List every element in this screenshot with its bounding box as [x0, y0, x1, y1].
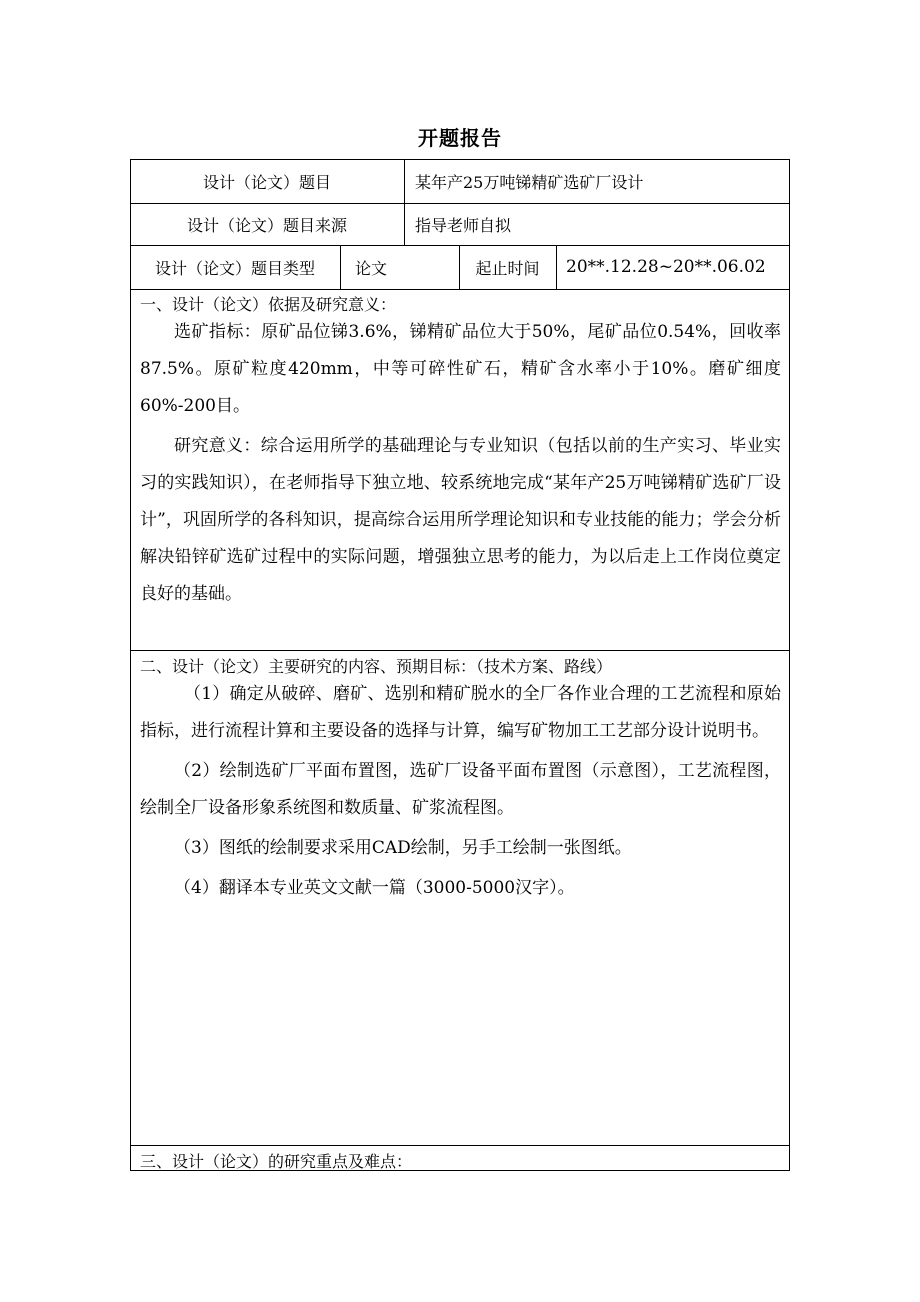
type-label: 设计（论文）题目类型	[154, 258, 315, 278]
type-value: 论文	[355, 258, 388, 278]
topic-value: 某年产25万吨锑精矿选矿厂设计	[415, 172, 644, 192]
source-label: 设计（论文）题目来源	[186, 215, 347, 235]
column-divider	[340, 245, 341, 289]
topic-label: 设计（论文）题目	[202, 172, 331, 192]
section2-item-4: （4）翻译本专业英文文献一篇（3000-5000汉字）。	[174, 878, 575, 898]
document-title: 开题报告	[418, 126, 502, 150]
section2-heading: 二、设计（论文）主要研究的内容、预期目标：（技术方案、路线）	[140, 657, 613, 676]
period-label: 起止时间	[475, 258, 540, 278]
section-divider	[130, 650, 790, 651]
section2-item-2: （2）绘制选矿厂平面布置图，选矿厂设备平面布置图（示意图），工艺流程图，绘制全厂设备形象系统图和数质量、矿浆流程图。	[140, 761, 781, 818]
section-divider	[130, 1145, 790, 1146]
section1-indicators: 选矿指标：原矿品位锑3.6%，锑精矿品位大于50%，尾矿品位0.54%，回收率87.5%。原矿粒度420mm，中等可碎性矿石，精矿含水率小于10%。磨矿细度60%-200目。	[140, 322, 781, 416]
section1-heading: 一、设计（论文）依据及研究意义：	[140, 295, 397, 314]
section2-item-1: （1）确定从破碎、磨矿、选别和精矿脱水的全厂各作业合理的工艺流程和原始指标，进行流程计算和主要设备的选择与计算，编写矿物加工工艺部分设计说明书。	[140, 684, 781, 741]
section2-item-3: （3）图纸的绘制要求采用CAD绘制，另手工绘制一张图纸。	[174, 838, 632, 858]
source-value: 指导老师自拟	[415, 215, 512, 235]
section3-heading: 三、设计（论文）的研究重点及难点：	[140, 1152, 413, 1171]
column-divider	[404, 159, 405, 245]
section2-body	[140, 676, 781, 907]
section1-body	[140, 314, 781, 613]
section1-significance: 研究意义：综合运用所学的基础理论与专业知识（包括以前的生产实习、毕业实习的实践知识），在老师指导下独立地、较系统地完成“某年产25万吨锑精矿选矿厂设计”，巩固所学的各科知识，提高综合运用所学理论知识和专业技能的能力；学会分析解决铅锌矿选矿过程中的实际问题，增强独立思考的能力，为以后走上工作岗位奠定良好的基础。	[140, 436, 781, 604]
row-divider	[130, 289, 790, 290]
period-value: 20**.12.28~20**.06.02	[566, 257, 766, 277]
column-divider	[556, 245, 557, 289]
